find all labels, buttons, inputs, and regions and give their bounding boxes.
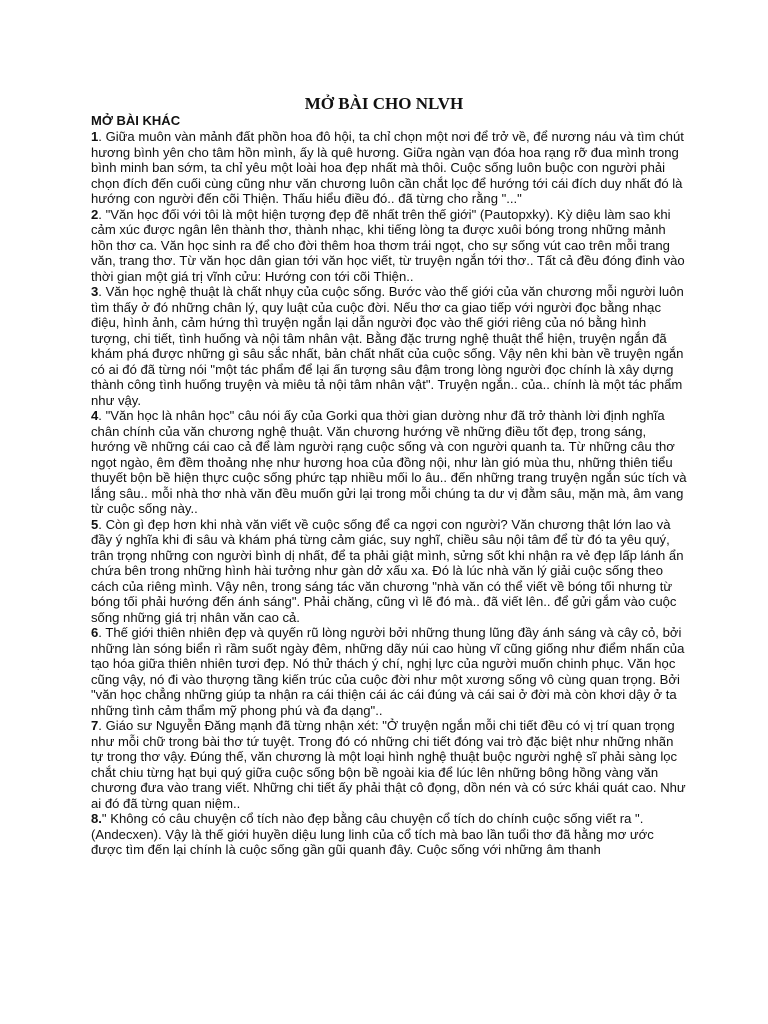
paragraph-text: Giáo sư Nguyễn Đăng mạnh đã từng nhận xét: "Ở truyện ngắn mỗi chi tiết đều có vị trí quan trọng như mỗi chữ trong bài thơ tứ tuyệt. Trong đó có những chi tiết đóng vai trò đặc biệt như những nhãn tự trong thơ vậy. Đúng thế, văn chương là một loại hình nghệ thuật buộc người nghệ sĩ phải sàng lọc chắt chiu từng hạt bụi quý giữa cuộc sống bộn bề ngoài kia để lúc lên những bông hồng vàng văn chương đưa vào trang viết. Những chi tiết ấy phải thật cô đọng, dồn nén và có sức khái quát cao. Như ai đó đã từng quan niệm.. bbox=[91, 718, 686, 811]
paragraph-separator: . bbox=[98, 516, 106, 532]
paragraph-text: Giữa muôn vàn mảnh đất phồn hoa đô hội, ta chỉ chọn một nơi để trở về, để nương náu và tìm chút hương bình yên cho tâm hồn mình, ấy là quê hương. Giữa ngàn vạn đóa hoa rạng rỡ đua mình trong bình minh ban sớm, ta chỉ yêu một loài hoa đẹp nhất mà thôi. Cuộc sống luôn buộc con người phải chọn đích đến cuối cùng cũng như văn chương luôn cần chắt lọc để hướng tới cái đích duy nhất đó là hướng con người đến cõi Thiện. Thấu hiểu điều đó.. đã từng cho rằng "..." bbox=[91, 129, 684, 206]
paragraph-4 bbox=[91, 408, 687, 517]
paragraph-text: "Văn học đối với tôi là một hiện tượng đẹp đẽ nhất trên thế giới" (Pautopxky). Kỳ diệu làm sao khi cảm xúc được ngân lên thành thơ, thành nhạc, khi tiếng lòng ta được xuôi bóng trong những mảnh hồn thơ ca. Văn học sinh ra để cho đời thêm hoa thơm trái ngọt, cho sự sống vút cao trên mỗi trang văn, trang thơ. Từ văn học dân gian tới văn học viết, từ truyện ngắn tới thơ.. Tất cả đều đóng đinh vào thời gian một giá trị vĩnh cửu: Hướng con tới cõi Thiện.. bbox=[91, 206, 685, 284]
paragraph-8 bbox=[91, 811, 687, 858]
paragraph-number: 8. bbox=[91, 811, 102, 826]
paragraph-separator: . bbox=[98, 206, 106, 222]
paragraph-number: 1 bbox=[91, 129, 99, 144]
paragraph-7 bbox=[91, 718, 687, 811]
paragraph-number: 6 bbox=[91, 625, 99, 640]
paragraph-5 bbox=[91, 517, 687, 626]
paragraph-text: Văn học nghệ thuật là chất nhụy của cuộc sống. Bước vào thế giới của văn chương mỗi người luôn tìm thấy ở đó những chân lý, quy luật của cuộc đời. Nếu thơ ca giao tiếp với người đọc bằng nhạc điệu, hình ảnh, cảm hứng thì truyện ngắn lại dẫn người đọc vào thế giới riêng của nó bằng hình tượng, chi tiết, tình huống và nội tâm nhân vật. Bằng đặc trưng nghệ thuật thể hiện, truyện ngắn đã khám phá được những gì sâu sắc nhất, bản chất nhất của cuộc sống. Vậy nên khi bàn về truyện ngắn có ai đó đã từng nói "một tác phẩm để lại ấn tượng sâu đậm trong lòng người đọc chính là xây dựng thành công tình huống truyện và miêu tả nội tâm nhân vật". Truyện ngắn.. của.. chính là một tác phẩm như vậy. bbox=[91, 284, 684, 408]
paragraph-number: 2 bbox=[91, 206, 99, 222]
paragraph-separator: . bbox=[98, 408, 106, 423]
paragraph-6 bbox=[91, 625, 687, 718]
paragraph-separator: " bbox=[101, 811, 111, 826]
paragraph-number: 4 bbox=[91, 408, 99, 423]
paragraph-1 bbox=[91, 129, 687, 207]
section-heading: MỞ BÀI KHÁC bbox=[91, 113, 181, 128]
paragraph-text: "Văn học là nhân học" câu nói ấy của Gorki qua thời gian dường như đã trở thành lời định nghĩa chân chính của văn chương nghệ thuật. Văn chương hướng về những điều tốt đẹp, trong sáng, hướng về những cái cao cả để làm người rạng cuộc sống và con người quanh ta. Từ những câu thơ ngọt ngào, êm đềm thoảng nhẹ như hương hoa của đồng nội, như làn gió mùa thu, những thiên tiểu thuyết bộn bề hiện thực cuộc sống phức tạp nhiều mối lo âu.. đến những trang truyện ngắn súc tích và lắng sâu.. mỗi nhà thơ nhà văn đều muốn gửi lại trong mỗi chúng ta dư vị đằm sâu, mặn mà, âm vang từ cuộc sống này.. bbox=[91, 408, 687, 516]
paragraph-separator: . bbox=[98, 284, 106, 299]
paragraph-text: Còn gì đẹp hơn khi nhà văn viết về cuộc sống để ca ngợi con người? Văn chương thật lớn lao và đầy ý nghĩa khi đi sâu và khám phá từng cảm giác, suy nghĩ, chiều sâu nội tâm để từ đó ta yêu quý, trân trọng những con người bình dị nhất, để ta phải giật mình, sửng sốt khi nhận ra vẻ đẹp lấp lánh ẩn chứa bên trong những hình hài tưởng như gàn dở xấu xa. Đó là lúc nhà văn lý giải cuộc sống theo cách của riêng mình. Vậy nên, trong sáng tác văn chương "nhà văn có thể viết về bóng tối nhưng từ bóng tối phải hướng đến ánh sáng". Phải chăng, cũng vì lẽ đó mà.. đã viết lên.. để gửi gắm vào cuộc sống những giá trị nhân văn cao cả. bbox=[91, 516, 684, 625]
paragraph-number: 3 bbox=[91, 284, 99, 299]
paragraph-number: 5 bbox=[91, 516, 99, 532]
paragraph-separator: . bbox=[98, 625, 106, 640]
document-title: MỞ BÀI CHO NLVH bbox=[304, 94, 464, 113]
paragraph-separator: . bbox=[98, 129, 106, 144]
paragraph-number: 7 bbox=[91, 718, 99, 733]
paragraph-2 bbox=[91, 207, 687, 285]
paragraph-separator: . bbox=[98, 718, 106, 733]
paragraph-3 bbox=[91, 284, 687, 408]
paragraph-text: Không có câu chuyện cổ tích nào đẹp bằng câu chuyện cổ tích do chính cuộc sống viết ra ". (Andecxen). Vậy là thế giới huyền diệu lung linh của cổ tích mà bao lần tuổi thơ đã hằng mơ ước được tìm đến lại chính là cuộc sống gần gũi quanh đây. Cuộc sống với những âm thanh bbox=[91, 811, 654, 857]
paragraph-text: Thế giới thiên nhiên đẹp và quyến rũ lòng người bởi những thung lũng đầy ánh sáng và cây cỏ, bởi những làn sóng biển rì rầm suốt ngày đêm, những dãy núi cao hùng vĩ cũng giống như điểm nhấn của tạo hóa giữa thiên nhiên tươi đẹp. Nó thử thách ý chí, nghị lực của người muốn chinh phục. Văn học cũng vậy, nó đi vào thượng tầng kiến trúc của cuộc đời như một xương sống vô cùng quan trọng. Bởi "văn học chẳng những giúp ta nhận ra cái thiện cái ác cái đúng và cái sai ở đời mà còn khơi dậy ở ta những tình cảm thẩm mỹ phong phú và đa dạng".. bbox=[91, 625, 685, 718]
document-body bbox=[91, 129, 687, 858]
